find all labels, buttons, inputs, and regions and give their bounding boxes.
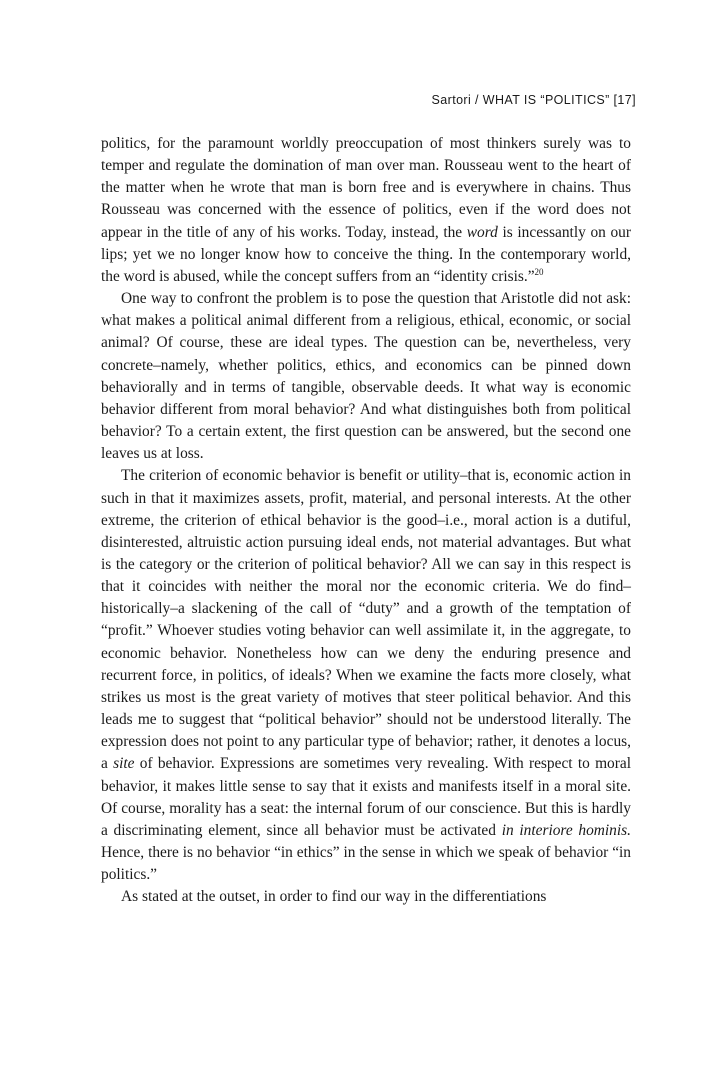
paragraph-3-text-c: Hence, there is no behavior “in ethics” in the sense in which we speak of behavior “in politics.” bbox=[101, 844, 631, 884]
body-text bbox=[101, 133, 631, 908]
emphasis-latin: in interiore hominis. bbox=[501, 821, 631, 839]
paragraph-3-text-a: The criterion of economic behavior is benefit or utility–that is, economic action in such in that it maximizes assets, profit, material, and personal interests. At the other extreme, the criterion of ethical behavior is the good–i.e., moral action is a dutiful, disinterested, altruistic action pursuing ideal ends, not material advantages. But what is the category or the criterion of political behavior? All we can say in this respect is that it coincides with neither the moral nor the economic criteria. We do find–historically–a slackening of the call of “duty” and a growth of the temptation of “profit.” Whoever studies voting behavior can well assimilate it, in the aggregate, to economic behavior. Nonetheless how can we deny the enduring presence and recurrent force, in politics, of ideals? When we examine the facts more closely, what strikes us most is the great variety of motives that steer political behavior. And this leads me to suggest that “political behavior” should not be understood literally. The expression does not point to any particular type of behavior; rather, it denotes a locus, a bbox=[101, 467, 631, 773]
paragraph-aristotle bbox=[101, 288, 631, 465]
running-head: Sartori / WHAT IS “POLITICS” [17] bbox=[431, 93, 636, 107]
paragraph-criterion bbox=[101, 465, 631, 886]
emphasis-site: site bbox=[113, 755, 135, 773]
paragraph-1-text-b: is incessantly on our lips; yet we no longer know how to conceive the thing. In the contemporary world, the word is abused, while the concept suffers from an “identity crisis.” bbox=[101, 223, 631, 285]
paragraph-4-text: As stated at the outset, in order to find our way in the differentiations bbox=[121, 888, 547, 906]
paragraph-continuation bbox=[101, 133, 631, 288]
footnote-reference: 20 bbox=[534, 266, 544, 277]
paragraph-3-text-b: of behavior. Expressions are sometimes very revealing. With respect to moral behavior, it makes little sense to say that it exists and manifests itself in a moral site. Of course, morality has a seat: the internal forum of our conscience. But this is hardly a discriminating element, since all behavior must be activated bbox=[101, 755, 631, 839]
paragraph-1-text-a: politics, for the paramount worldly preoccupation of most thinkers surely was to temper and regulate the domination of man over man. Rousseau went to the heart of the matter when he wrote that man is born free and is everywhere in chains. Thus Rousseau was concerned with the essence of politics, even if the word does not appear in the title of any of his works. Today, instead, the bbox=[101, 135, 631, 241]
emphasis-word: word bbox=[466, 223, 498, 241]
paragraph-outset bbox=[101, 886, 631, 908]
paragraph-2-text: One way to confront the problem is to pose the question that Aristotle did not ask: what makes a political animal different from a religious, ethical, economic, or social animal? Of course, these are ideal types. The question can be, nevertheless, very concrete–namely, whether politics, ethics, and economics can be pinned down behaviorally and in terms of tangible, observable deeds. It what way is economic behavior different from moral behavior? And what distinguishes both from political behavior? To a certain extent, the first question can be answered, but the second one leaves us at loss. bbox=[101, 290, 631, 463]
